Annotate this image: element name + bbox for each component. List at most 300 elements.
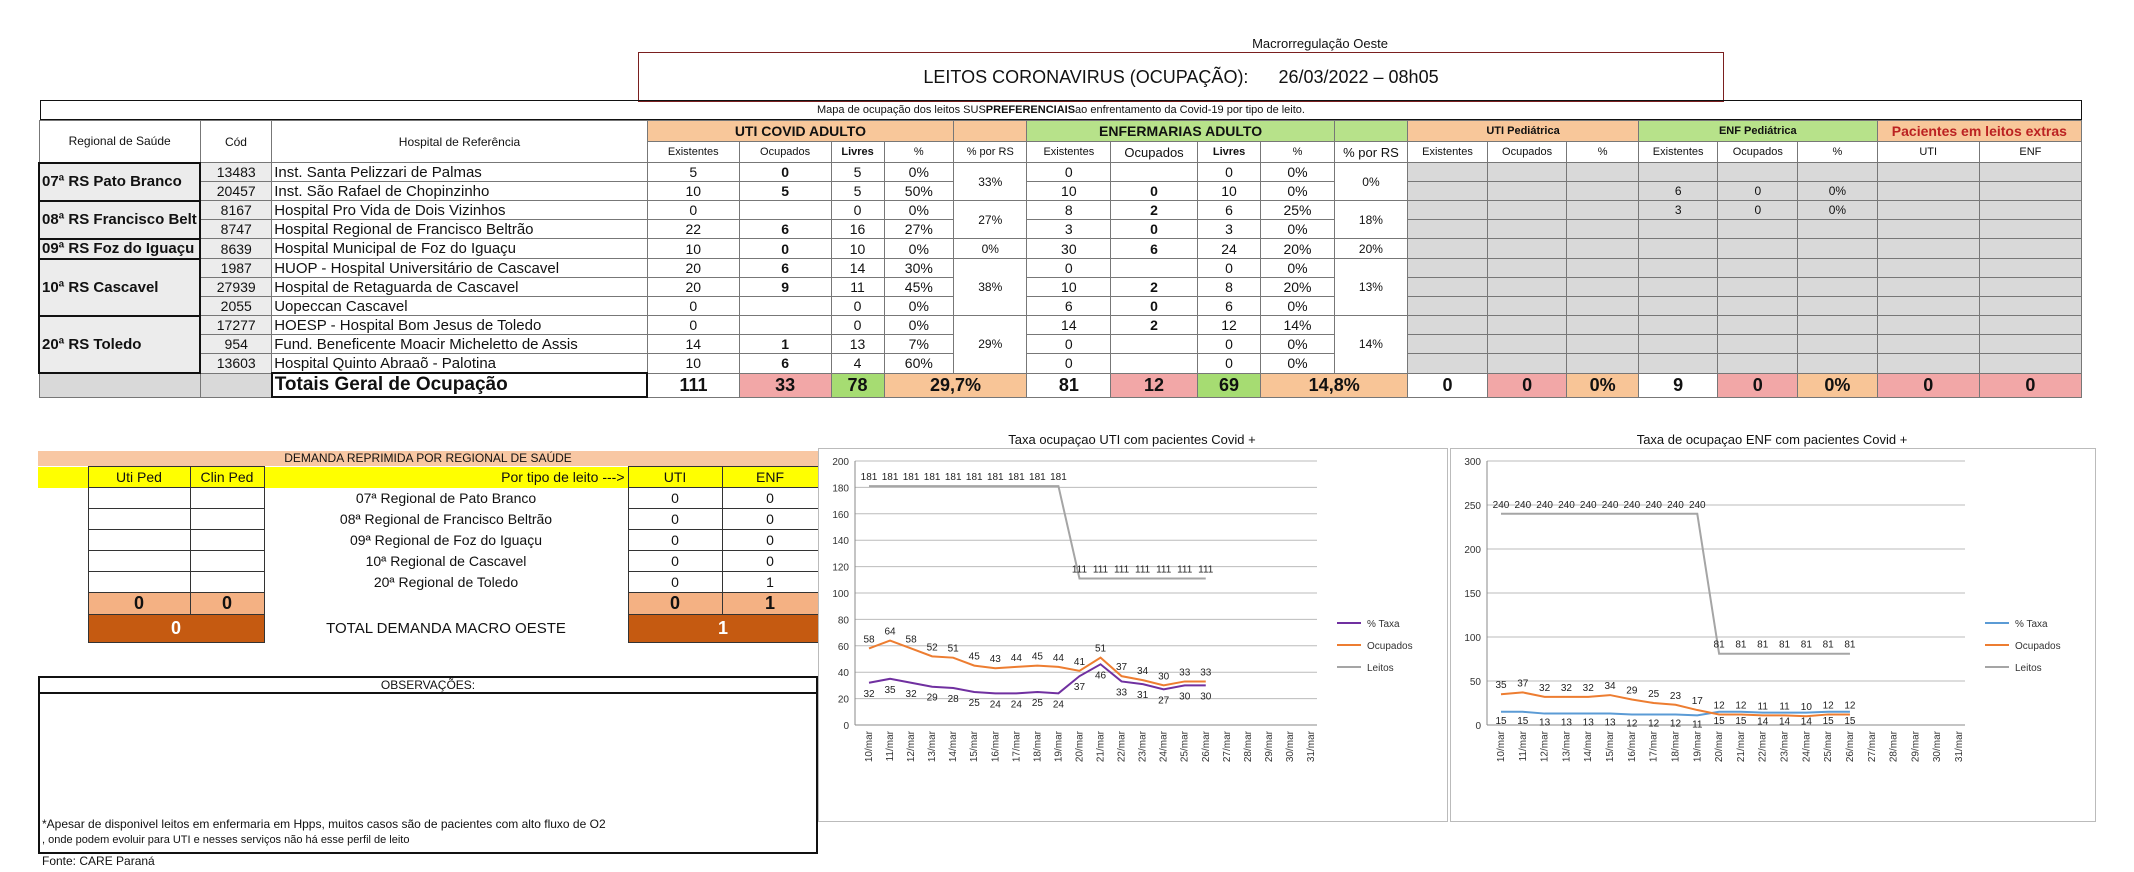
uti-chart-svg — [819, 449, 1447, 821]
extra-enf — [1979, 278, 2081, 297]
uti-pct: 45% — [884, 278, 953, 297]
table-row — [39, 278, 2082, 297]
x-tick-label: 11/mar — [885, 731, 897, 762]
enf-pct: 0% — [1261, 220, 1335, 239]
enf-livres: 6 — [1197, 297, 1260, 316]
data-label: 44 — [1010, 652, 1022, 664]
series-line-taxa — [869, 664, 1206, 693]
uti-existentes: 0 — [647, 201, 739, 220]
uti-existentes: 0 — [647, 316, 739, 335]
data-label: 45 — [968, 651, 980, 663]
data-label: 15 — [1822, 715, 1834, 727]
enfped-ocupados: 0 — [1718, 182, 1798, 201]
demand-spacer — [38, 572, 88, 593]
uti-ocupados — [739, 297, 831, 316]
sub-existentes: Existentes — [1638, 142, 1718, 163]
enf-ocupados: 0 — [1111, 297, 1198, 316]
subtitle-bold: PREFERENCIAIS — [985, 104, 1076, 116]
utiped-pct — [1567, 354, 1638, 374]
data-label: 240 — [1492, 499, 1510, 511]
data-label: 181 — [986, 472, 1004, 484]
extra-uti — [1877, 354, 1979, 374]
demand-region-name: 20ª Regional de Toledo — [373, 574, 519, 590]
x-tick-label: 26/mar — [1844, 731, 1856, 763]
enfped-pct — [1798, 354, 1878, 374]
enf-pct: 0% — [1261, 354, 1335, 374]
uti-ocupados: 6 — [739, 354, 831, 374]
enf-pct: 0% — [1261, 163, 1335, 182]
extra-enf — [1979, 354, 2081, 374]
data-label: 181 — [881, 472, 899, 484]
demand-region-name: 07ª Regional de Pato Branco — [355, 490, 537, 506]
enfped-existentes — [1638, 163, 1718, 182]
utiped-pct — [1567, 259, 1638, 278]
sub-ocupados: Ocupados — [1487, 142, 1567, 163]
data-label: 30 — [1200, 691, 1212, 703]
header-enf-spacer — [1334, 121, 1407, 142]
uti-existentes: 0 — [647, 297, 739, 316]
x-tick-label: 16/mar — [990, 731, 1002, 763]
enf-pct: 20% — [1261, 278, 1335, 297]
regional-name: 07ª RS Pato Branco — [39, 163, 200, 201]
demand-utiped-cell — [88, 572, 190, 593]
sub-pct: % — [1261, 142, 1335, 163]
y-tick-label: 60 — [837, 641, 849, 653]
x-tick-label: 18/mar — [1032, 731, 1044, 763]
demand-spacer — [38, 467, 88, 488]
series-line-leitos — [1501, 514, 1850, 654]
data-label: 15 — [1844, 715, 1856, 727]
enf-livres: 6 — [1197, 201, 1260, 220]
data-label: 181 — [1029, 472, 1046, 484]
x-tick-label: 12/mar — [1539, 731, 1551, 763]
data-label: 32 — [863, 688, 875, 700]
table-row — [39, 220, 2082, 239]
x-tick-label: 28/mar — [1888, 731, 1900, 763]
hospital-name: Inst. Santa Pelizzari de Palmas — [272, 163, 648, 182]
demand-uti-value: 0 — [628, 530, 722, 551]
enfped-pct: 0% — [1798, 182, 1878, 201]
hospital-name: HUOP - Hospital Universitário de Cascavel — [272, 259, 648, 278]
uti-chart — [818, 448, 1448, 822]
data-label: 33 — [1116, 687, 1128, 699]
x-tick-label: 15/mar — [969, 731, 981, 763]
extra-enf — [1979, 239, 2081, 259]
demand-row — [38, 551, 818, 572]
hospital-name: HOESP - Hospital Bom Jesus de Toledo — [272, 316, 648, 335]
x-tick-label: 17/mar — [1011, 731, 1023, 763]
enfped-ocupados — [1718, 316, 1798, 335]
utiped-ocupados — [1487, 297, 1567, 316]
data-label: 43 — [989, 654, 1001, 666]
demand-spacer — [38, 593, 88, 615]
y-tick-label: 300 — [1464, 457, 1481, 468]
utiped-ocupados — [1487, 220, 1567, 239]
y-tick-label: 200 — [832, 457, 849, 468]
x-tick-label: 26/mar — [1200, 731, 1212, 763]
total-enf-pct: 14,8% — [1261, 373, 1408, 397]
data-label: 37 — [1073, 682, 1086, 694]
enf-pct: 0% — [1261, 182, 1335, 201]
uti-livres: 4 — [831, 354, 884, 374]
uti-pct-rs: 38% — [954, 259, 1027, 316]
data-label: 37 — [1116, 662, 1128, 674]
demand-row — [38, 530, 818, 551]
data-label: 13 — [1560, 717, 1572, 729]
legend-label: % Taxa — [1367, 619, 1400, 630]
header-cod: Cód — [200, 121, 271, 163]
series-line-ocupados — [869, 641, 1206, 686]
x-tick-label: 11/mar — [1517, 731, 1529, 762]
enfped-existentes — [1638, 316, 1718, 335]
data-label: 111 — [1198, 564, 1214, 576]
table-row — [39, 354, 2082, 374]
y-tick-label: 150 — [1464, 589, 1481, 600]
hospital-name: Hospital Regional de Francisco Beltrão — [272, 220, 648, 239]
uti-ocupados: 1 — [739, 335, 831, 354]
data-label: 25 — [1031, 698, 1043, 709]
data-label: 240 — [1558, 499, 1575, 511]
x-tick-label: 31/mar — [1954, 731, 1965, 763]
hospital-code: 17277 — [200, 316, 271, 335]
x-tick-label: 23/mar — [1779, 731, 1791, 763]
x-tick-label: 14/mar — [1583, 731, 1595, 763]
demand-by-type: Por tipo de leito ---> — [501, 469, 625, 485]
demand-title: DEMANDA REPRIMIDA POR REGIONAL DE SAÚDE — [38, 451, 818, 466]
demand-spacer — [38, 551, 88, 572]
demand-utiped-cell — [88, 530, 190, 551]
data-label: 29 — [926, 692, 938, 704]
uti-existentes: 10 — [647, 239, 739, 259]
data-label: 34 — [1137, 666, 1149, 678]
extra-enf — [1979, 163, 2081, 182]
enf-pct: 0% — [1261, 297, 1335, 316]
y-tick-label: 200 — [1464, 545, 1481, 556]
enfped-ocupados: 0 — [1718, 201, 1798, 220]
data-label: 58 — [905, 634, 917, 646]
total-uti-livres: 78 — [831, 373, 884, 397]
y-tick-label: 250 — [1464, 501, 1481, 512]
x-tick-label: 27/mar — [1866, 731, 1878, 763]
data-label: 181 — [944, 472, 962, 484]
utiped-pct — [1567, 297, 1638, 316]
enfped-pct — [1798, 220, 1878, 239]
uti-livres: 10 — [831, 239, 884, 259]
data-label: 46 — [1094, 670, 1107, 682]
enfped-existentes: 3 — [1638, 201, 1718, 220]
totals-label: Totais Geral de Ocupação — [272, 373, 648, 397]
data-label: 111 — [1177, 564, 1193, 576]
data-label: 13 — [1539, 717, 1551, 729]
table-row — [39, 239, 2082, 259]
data-label: 111 — [1156, 564, 1172, 576]
uti-pct: 27% — [884, 220, 953, 239]
demand-row — [38, 572, 818, 593]
enfped-pct — [1798, 335, 1878, 354]
regional-name: 09ª RS Foz do Iguaçu — [39, 239, 200, 259]
hospital-code: 8747 — [200, 220, 271, 239]
sub-existentes: Existentes — [647, 142, 739, 163]
enf-livres: 8 — [1197, 278, 1260, 297]
uti-pct-rs: 33% — [954, 163, 1027, 201]
enf-ocupados — [1111, 259, 1198, 278]
hospital-code: 13483 — [200, 163, 271, 182]
x-tick-label: 29/mar — [1910, 731, 1922, 763]
enf-pct: 0% — [1261, 259, 1335, 278]
demand-total-label: TOTAL DEMANDA MACRO OESTE — [326, 620, 566, 637]
x-tick-label: 24/mar — [1158, 731, 1170, 763]
data-label: 81 — [1713, 639, 1725, 651]
sub-uti: UTI — [1877, 142, 1979, 163]
data-label: 12 — [1669, 718, 1682, 730]
data-label: 12 — [1713, 700, 1725, 712]
demand-col-uti: UTI — [628, 467, 722, 488]
extra-enf — [1979, 316, 2081, 335]
uti-pct: 0% — [884, 297, 953, 316]
uti-ocupados: 0 — [739, 163, 831, 182]
data-label: 13 — [1582, 717, 1594, 729]
data-label: 27 — [1158, 695, 1170, 707]
data-label: 25 — [1648, 689, 1660, 700]
subtitle-text-end: ao enfrentamento da Covid-19 por tipo de leito. — [1075, 104, 1305, 116]
data-label: 24 — [989, 699, 1001, 711]
enfped-pct — [1798, 316, 1878, 335]
sub-ocupados: Ocupados — [1718, 142, 1798, 163]
data-label: 15 — [1495, 715, 1507, 727]
regional-name: 10ª RS Cascavel — [39, 259, 200, 316]
demand-clinped-cell — [190, 530, 264, 551]
occupancy-table — [38, 120, 2082, 398]
uti-ocupados: 6 — [739, 220, 831, 239]
y-tick-label: 20 — [837, 694, 849, 706]
x-tick-label: 18/mar — [1670, 731, 1682, 763]
enf-pct: 0% — [1261, 335, 1335, 354]
uti-livres: 0 — [831, 297, 884, 316]
x-tick-label: 19/mar — [1053, 731, 1065, 763]
data-label: 240 — [1536, 499, 1553, 511]
demand-enf-value: 0 — [722, 509, 818, 530]
utiped-ocupados — [1487, 316, 1567, 335]
enfped-pct — [1798, 239, 1878, 259]
hospital-code: 13603 — [200, 354, 271, 374]
x-tick-label: 28/mar — [1242, 731, 1254, 763]
data-label: 45 — [1031, 651, 1043, 663]
uti-livres: 0 — [831, 201, 884, 220]
enfped-ocupados — [1718, 239, 1798, 259]
data-label: 58 — [863, 634, 875, 646]
demand-enf-value: 0 — [722, 488, 818, 509]
x-tick-label: 21/mar — [1095, 731, 1107, 763]
uti-existentes: 5 — [647, 163, 739, 182]
extra-enf — [1979, 201, 2081, 220]
enfped-pct — [1798, 297, 1878, 316]
enf-ocupados: 0 — [1111, 220, 1198, 239]
data-label: 12 — [1648, 718, 1660, 730]
extra-uti — [1877, 316, 1979, 335]
hospital-code: 8167 — [200, 201, 271, 220]
data-label: 17 — [1691, 696, 1703, 708]
demand-col-enf: ENF — [722, 467, 818, 488]
utiped-pct — [1567, 239, 1638, 259]
observations-title: OBSERVAÇÕES: — [38, 678, 818, 694]
uti-ocupados: 0 — [739, 239, 831, 259]
demand-spacer — [38, 488, 88, 509]
enf-livres: 0 — [1197, 335, 1260, 354]
y-tick-label: 160 — [832, 509, 849, 521]
uti-pct-rs: 27% — [954, 201, 1027, 239]
enf-pct: 25% — [1261, 201, 1335, 220]
enfped-existentes — [1638, 278, 1718, 297]
data-label: 12 — [1735, 700, 1747, 712]
x-tick-label: 25/mar — [1823, 731, 1835, 763]
x-tick-label: 21/mar — [1735, 731, 1747, 763]
x-tick-label: 10/mar — [864, 731, 875, 763]
data-label: 33 — [1179, 667, 1191, 679]
enf-pct: 14% — [1261, 316, 1335, 335]
enfped-ocupados — [1718, 220, 1798, 239]
total-extra-enf: 0 — [1979, 373, 2081, 397]
utiped-existentes — [1408, 316, 1488, 335]
data-label: 81 — [1822, 639, 1834, 651]
data-label: 30 — [1179, 691, 1191, 703]
legend-label: Ocupados — [2015, 641, 2061, 652]
enfped-existentes — [1638, 297, 1718, 316]
enfped-existentes — [1638, 354, 1718, 374]
demand-spacer — [38, 530, 88, 551]
data-label: 30 — [1158, 671, 1170, 683]
x-tick-label: 13/mar — [927, 731, 939, 763]
demand-uti-value: 0 — [628, 572, 722, 593]
total-enfped-ocupados: 0 — [1718, 373, 1798, 397]
report-title: LEITOS CORONAVIRUS (OCUPAÇÃO): — [923, 66, 1249, 87]
data-label: 240 — [1514, 499, 1532, 511]
utiped-existentes — [1408, 239, 1488, 259]
extra-uti — [1877, 259, 1979, 278]
demand-table — [38, 466, 819, 643]
extra-uti — [1877, 297, 1979, 316]
data-label: 35 — [1495, 680, 1507, 692]
uti-pct-rs: 0% — [954, 239, 1027, 259]
extra-enf — [1979, 335, 2081, 354]
extra-uti — [1877, 163, 1979, 182]
demand-total-ped: 0 — [88, 615, 264, 643]
enf-chart-title: Taxa de ocupaçao ENF com pacientes Covid + — [1636, 432, 1908, 447]
data-label: 81 — [1844, 639, 1856, 651]
data-label: 24 — [1010, 699, 1022, 711]
enfped-existentes — [1638, 220, 1718, 239]
x-tick-label: 19/mar — [1692, 731, 1704, 763]
total-utiped-pct: 0% — [1567, 373, 1638, 397]
demand-col-clinped: Clin Ped — [190, 467, 264, 488]
sub-pct: % — [1567, 142, 1638, 163]
total-enfped-existentes: 9 — [1638, 373, 1718, 397]
demand-col-utiped: Uti Ped — [88, 467, 190, 488]
sub-pct: % — [1798, 142, 1878, 163]
demand-uti-value: 0 — [628, 551, 722, 572]
header-regional: Regional de Saúde — [39, 121, 200, 163]
demand-sum-utiped: 0 — [88, 593, 190, 615]
data-label: 29 — [1626, 685, 1638, 697]
data-label: 32 — [905, 688, 917, 700]
utiped-ocupados — [1487, 182, 1567, 201]
enfped-pct — [1798, 278, 1878, 297]
table-row — [39, 163, 2082, 182]
uti-ocupados: 9 — [739, 278, 831, 297]
x-tick-label: 17/mar — [1648, 731, 1660, 763]
sub-livres: Livres — [1197, 142, 1260, 163]
demand-region-name: 09ª Regional de Foz do Iguaçu — [350, 532, 542, 548]
hospital-name: Hospital Municipal de Foz do Iguaçu — [272, 239, 648, 259]
data-label: 11 — [1692, 719, 1703, 731]
extra-enf — [1979, 297, 2081, 316]
data-label: 181 — [965, 472, 983, 484]
uti-chart-title: Taxa ocupaçao UTI com pacientes Covid + — [1008, 432, 1256, 447]
uti-existentes: 20 — [647, 278, 739, 297]
data-label: 81 — [1778, 639, 1791, 651]
uti-pct: 7% — [884, 335, 953, 354]
utiped-existentes — [1408, 354, 1488, 374]
y-tick-label: 40 — [837, 668, 849, 680]
x-tick-label: 31/mar — [1306, 731, 1317, 763]
data-label: 15 — [1517, 715, 1529, 727]
demand-clinped-cell — [190, 488, 264, 509]
extra-uti — [1877, 220, 1979, 239]
utiped-pct — [1567, 201, 1638, 220]
demand-sum-clinped: 0 — [190, 593, 264, 615]
totals-spacer — [39, 373, 200, 397]
data-label: 240 — [1579, 499, 1597, 511]
data-label: 240 — [1688, 499, 1706, 511]
hospital-name: Inst. São Rafael de Chopinzinho — [272, 182, 648, 201]
report-date: 26/03/2022 – 08h05 — [1278, 66, 1439, 87]
demand-spacer — [264, 593, 628, 615]
enf-livres: 10 — [1197, 182, 1260, 201]
header-uti-spacer — [954, 121, 1027, 142]
data-label: 181 — [1007, 472, 1025, 484]
enfped-pct — [1798, 259, 1878, 278]
enfped-pct: 0% — [1798, 201, 1878, 220]
sub-pct: % — [884, 142, 953, 163]
uti-pct: 0% — [884, 201, 953, 220]
utiped-pct — [1567, 335, 1638, 354]
hospital-name: Fund. Beneficente Moacir Micheletto de Assis — [272, 335, 648, 354]
data-label: 15 — [1713, 715, 1725, 727]
sub-livres: Livres — [831, 142, 884, 163]
enf-existentes: 0 — [1027, 163, 1111, 182]
data-label: 32 — [1560, 682, 1572, 694]
uti-ocupados: 6 — [739, 259, 831, 278]
table-row — [39, 182, 2082, 201]
enfped-ocupados — [1718, 354, 1798, 374]
demand-region-name: 10ª Regional de Cascavel — [365, 553, 527, 569]
enf-pct-rs: 13% — [1334, 259, 1407, 316]
hospital-name: Hospital Pro Vida de Dois Vizinhos — [272, 201, 648, 220]
data-label: 33 — [1200, 667, 1212, 679]
enf-pct-rs: 20% — [1334, 239, 1407, 259]
enf-existentes: 6 — [1027, 297, 1111, 316]
data-label: 111 — [1135, 564, 1151, 576]
uti-existentes: 20 — [647, 259, 739, 278]
utiped-existentes — [1408, 297, 1488, 316]
data-label: 11 — [1779, 701, 1790, 713]
extra-enf — [1979, 182, 2081, 201]
data-label: 51 — [1094, 643, 1107, 655]
total-utiped-existentes: 0 — [1408, 373, 1488, 397]
extra-enf — [1979, 220, 2081, 239]
extra-uti — [1877, 201, 1979, 220]
total-enfped-pct: 0% — [1798, 373, 1878, 397]
hospital-code: 1987 — [200, 259, 271, 278]
